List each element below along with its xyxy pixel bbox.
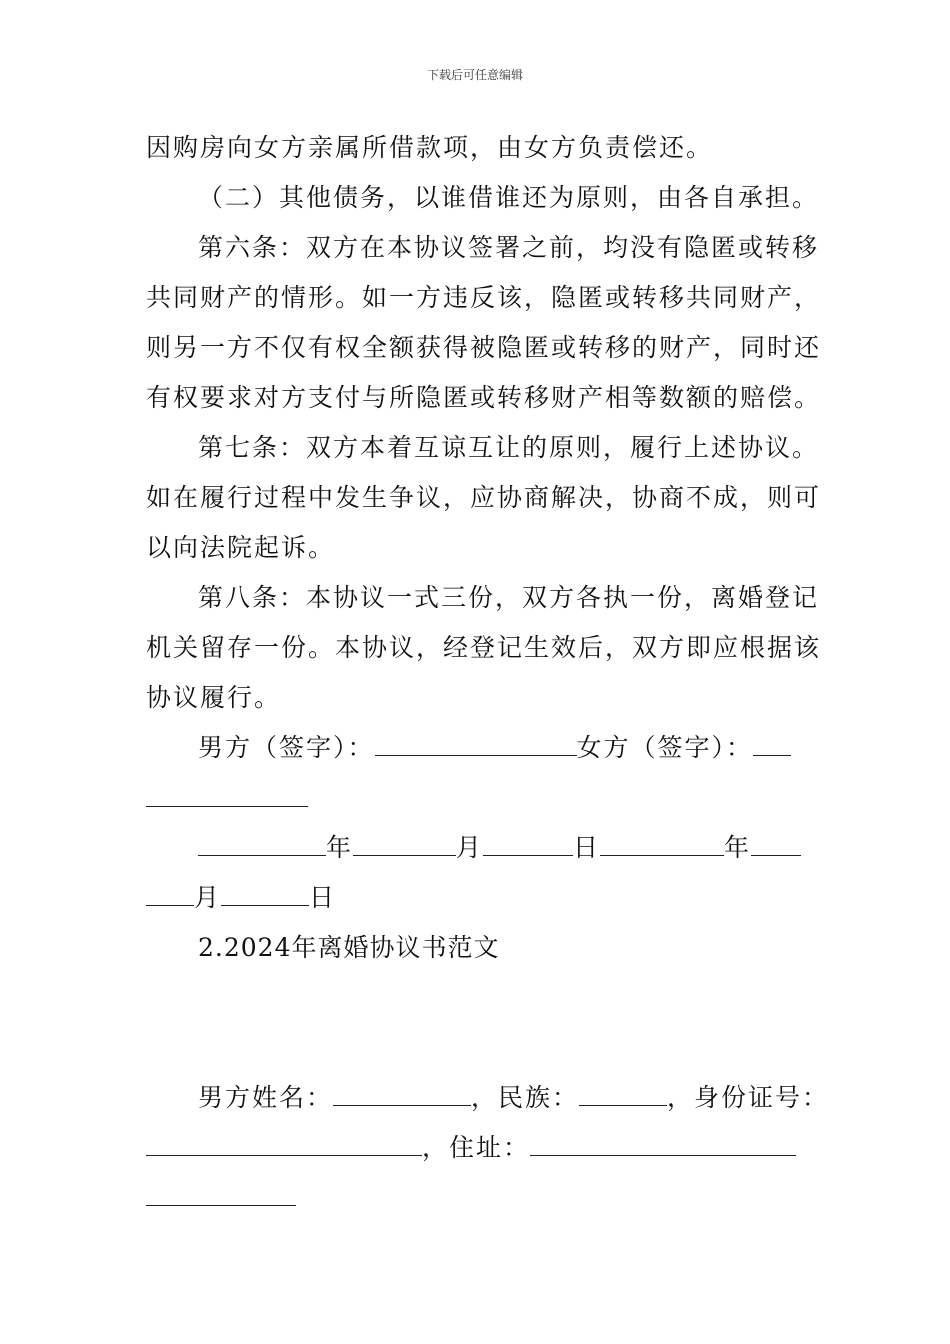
female-signature-blank[interactable] xyxy=(753,733,791,756)
form-line xyxy=(198,1083,829,1113)
female-month-blank[interactable] xyxy=(751,833,801,856)
female-signature-blank-continued[interactable] xyxy=(146,806,308,807)
ethnicity-label: ，民族： xyxy=(471,1083,580,1112)
female-day-blank[interactable] xyxy=(221,883,309,906)
paragraph-line: 有权要求对方支付与所隐匿或转移财产相等数额的赔偿。 xyxy=(146,383,822,412)
article-seven-line: 第七条：双方本着互谅互让的原则，履行上述协议。 xyxy=(198,433,820,462)
paragraph-line: 协议履行。 xyxy=(146,683,282,712)
paragraph-line: 以向法院起诉。 xyxy=(146,533,336,562)
day-label: 日 xyxy=(309,883,337,912)
address-field-continued[interactable] xyxy=(146,1205,296,1206)
year-label: 年 xyxy=(724,833,752,862)
address-label: ，住址： xyxy=(422,1133,531,1162)
article-six-line: 第六条：双方在本协议签署之前，均没有隐匿或转移 xyxy=(198,233,820,262)
female-year-blank[interactable] xyxy=(600,833,724,856)
day-label: 日 xyxy=(573,833,601,862)
paragraph-line: 如在履行过程中发生争议，应协商解决，协商不成，则可 xyxy=(146,483,822,512)
paragraph-line: 机关留存一份。本协议，经登记生效后，双方即应根据该 xyxy=(146,633,822,662)
address-field[interactable] xyxy=(530,1133,796,1156)
section-title: 2.2024年离婚协议书范文 xyxy=(198,933,500,962)
month-label: 月 xyxy=(456,833,484,862)
month-label: 月 xyxy=(194,883,222,912)
date-line-continued xyxy=(146,883,336,913)
paragraph-line: 则另一方不仅有权全额获得被隐匿或转移的财产，同时还 xyxy=(146,333,822,362)
paragraph-line: （二）其他债务，以谁借谁还为原则，由各自承担。 xyxy=(198,183,820,212)
male-month-blank[interactable] xyxy=(353,833,456,856)
page-header: 下载后可任意编辑 xyxy=(426,68,523,82)
year-label: 年 xyxy=(326,833,354,862)
male-name-field[interactable] xyxy=(333,1083,471,1106)
paragraph-line: 共同财产的情形。如一方违反该，隐匿或转移共同财产， xyxy=(146,283,822,312)
female-month-blank-continued[interactable] xyxy=(146,883,194,906)
male-name-label: 男方姓名： xyxy=(198,1083,334,1112)
form-line xyxy=(146,1133,796,1163)
date-line xyxy=(198,833,801,863)
article-eight-line: 第八条：本协议一式三份，双方各执一份，离婚登记 xyxy=(198,583,820,612)
id-number-field[interactable] xyxy=(146,1133,422,1156)
ethnicity-field[interactable] xyxy=(579,1083,667,1106)
female-signature-label: 女方（签字）： xyxy=(576,733,754,762)
paragraph-line: 因购房向女方亲属所借款项，由女方负责偿还。 xyxy=(146,133,714,162)
male-signature-label: 男方（签字）： xyxy=(198,733,375,762)
male-year-blank[interactable] xyxy=(198,833,326,856)
male-signature-blank[interactable] xyxy=(375,733,577,756)
signature-line xyxy=(198,733,791,763)
male-day-blank[interactable] xyxy=(483,833,573,856)
id-number-label: ，身份证号： xyxy=(667,1083,830,1112)
